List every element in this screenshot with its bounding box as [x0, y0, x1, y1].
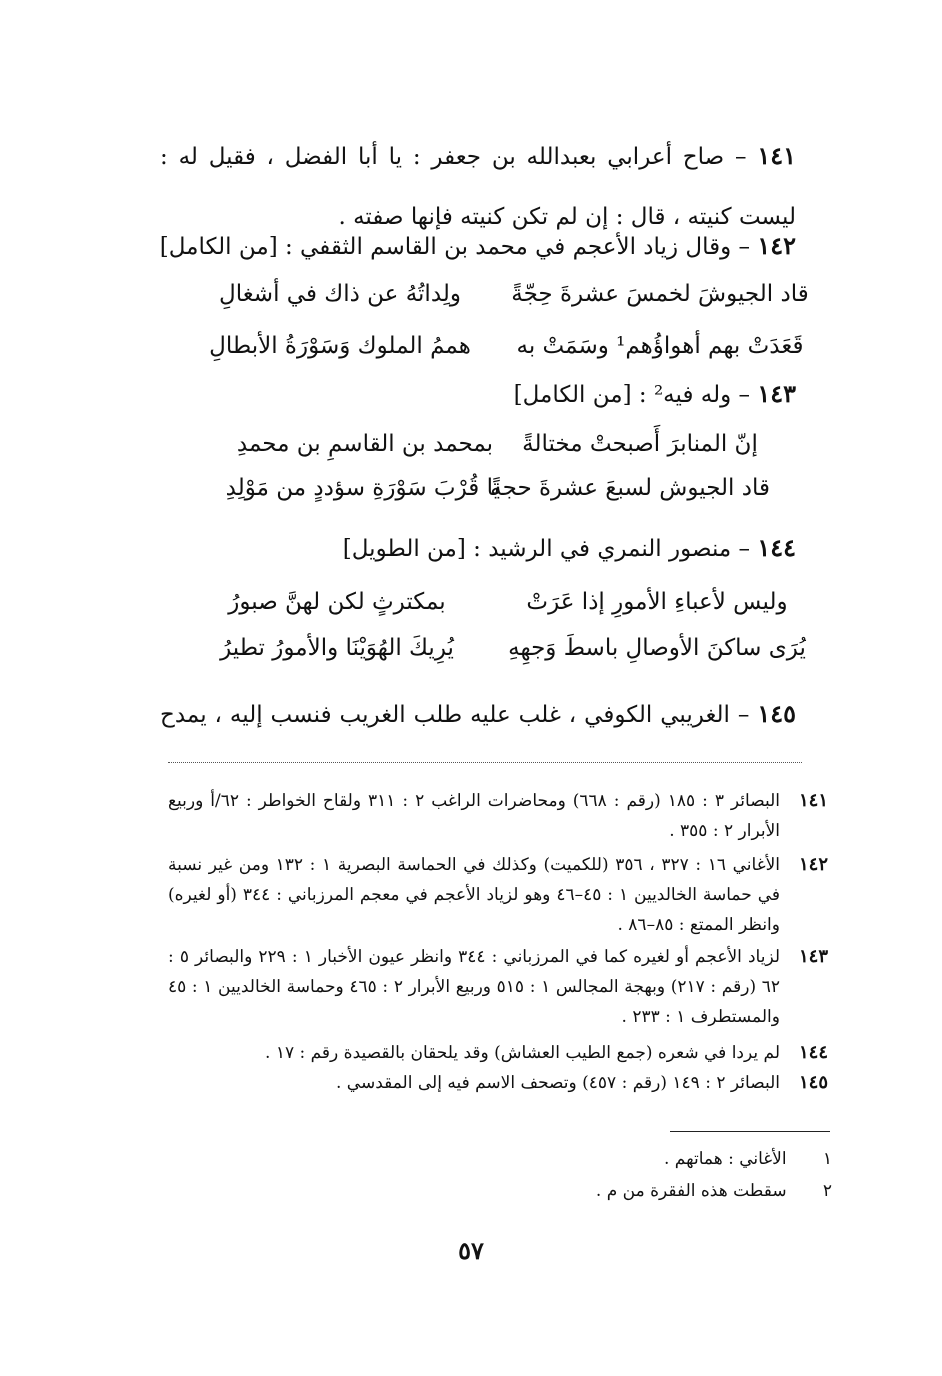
entry-text: – وقال زياد الأعجم في محمد بن القاسم الثقفي : [من الكامل] — [159, 234, 751, 260]
entry-number: ١٤٥ — [757, 699, 797, 728]
note-text: البصائر ٣ : ١٨٥ (رقم : ٦٦٨) ومحاضرات الراغب ٢ : ٣١١ ولقاح الخواطر : ٦٢/أ وربيع الأبرار ٢ : ٣٥٥ . — [168, 791, 780, 841]
entry-number: ١٤١ — [757, 141, 797, 170]
verse-second-hemistich: هممُ الملوك وَسَوْرَةُ الأبطالِ — [209, 333, 471, 359]
verse-143-2 — [225, 468, 770, 508]
entry-text: – منصور النمري في الرشيد : [من الطويل] — [342, 536, 751, 562]
verse-second-hemistich: بمكترثٍ لكن لهنَّ صبورُ — [228, 589, 446, 615]
verse-first-hemistich: وليس لأعباءِ الأمورِ إذا عَرَتْ — [526, 589, 788, 615]
entry-number: ١٤٣ — [757, 379, 796, 408]
entry-142-heading — [159, 226, 796, 267]
note-141 — [168, 786, 828, 846]
footnotes-separator — [670, 1131, 830, 1132]
note-number: ١٤٤ — [798, 1042, 828, 1063]
note-number: ١٤٣ — [798, 946, 828, 967]
entry-143-heading — [176, 374, 796, 415]
verse-second-hemistich: يا قُرْبَ سَوْرَةِ سؤددٍ من مَوْلِدِ — [225, 475, 500, 501]
verse-second-hemistich: يُرِيكَ الهُوَيْنَا والأمورُ تطيرُ — [220, 635, 454, 661]
footnote-number: ٢ — [822, 1181, 832, 1201]
footnote-number: ١ — [822, 1149, 832, 1169]
verse-144-2 — [192, 628, 822, 668]
footnote-2 — [596, 1176, 832, 1206]
footnote-text: سقطت هذه الفقرة من م . — [595, 1181, 787, 1201]
note-number: ١٤١ — [798, 790, 828, 811]
page-number: ٥٧ — [458, 1236, 484, 1265]
note-143 — [168, 942, 828, 1032]
note-number: ١٤٢ — [798, 854, 828, 875]
note-145 — [168, 1068, 828, 1098]
verse-144-1 — [192, 582, 822, 622]
verse-first-hemistich: إنّ المنابرَ أَصبحتْ مختالةً — [522, 431, 758, 457]
entry-number: ١٤٤ — [757, 533, 796, 562]
note-text: البصائر ٢ : ١٤٩ (رقم : ٤٥٧) وتصحف الاسم فيه إلى المقدسي . — [335, 1073, 780, 1093]
note-number: ١٤٥ — [798, 1072, 828, 1093]
verse-first-hemistich: يُرَى ساكنَ الأوصالِ باسطَ وَجهِهِ — [508, 635, 806, 661]
entry-text: – الغريبي الكوفي ، غلب عليه طلب الغريب فنسب إليه ، يمدح — [160, 702, 750, 728]
note-text: الأغاني ١٦ : ٣٢٧ ، ٣٥٦ (للكميت) وكذلك في الحماسة البصرية ١ : ١٣٢ ومن غير نسبة في حماسة الخالديين ١ : ٤٥–٤٦ وهو لزياد الأعجم في معجم المرزباني : ٣٤٤ (أو لغيره) وانظر الممتع : ٨٥–٨٦ . — [168, 855, 781, 935]
verse-first-hemistich: قاد الجيوشَ لخمسَ عشرةَ حِجّةً — [511, 281, 809, 307]
verse-143-1 — [230, 424, 770, 464]
verse-first-hemistich: قَعَدَتْ بهم أهواؤُهم¹ وسَمَتْ به — [516, 333, 804, 359]
entry-144-heading — [176, 528, 796, 569]
note-144 — [168, 1038, 828, 1068]
entry-number: ١٤٢ — [757, 231, 796, 260]
note-text: لزياد الأعجم أو لغيره كما في المرزباني : ٣٤٤ وانظر عيون الأخبار ١ : ٢٢٩ والبصائر ٥ : ٦٢ (رقم : ٢١٧) وبهجة المجالس ١ : ٥١٥ وربيع الأبرار ٢ : ٤٦٥ وحماسة الخالديين ١ : ٤٥ والمستطرف ١ : ٢٣٣ . — [168, 947, 780, 1027]
verse-142-2 — [200, 326, 820, 366]
verse-second-hemistich: بمحمد بن القاسمِ بن محمدِ — [236, 431, 494, 457]
verse-second-hemistich: ولِداتُهُ عن ذاك في أشغالِ — [218, 281, 462, 307]
note-text: لم يردا في شعره (جمع الطيب العشاش) وقد يلحقان بالقصيدة رقم : ١٧ . — [265, 1043, 780, 1063]
entry-text: – صاح أعرابي بعبدالله بن جعفر : يا أبا الفضل ، فقيل له : ليست كنيته ، قال : إن لم تكن كنيته فإنها صفته . — [160, 144, 796, 230]
note-142 — [168, 850, 828, 940]
notes-separator — [168, 762, 802, 763]
verse-first-hemistich: قاد الجيوش لسبعَ عشرةَ حجةً — [490, 475, 770, 501]
footnote-1 — [664, 1144, 832, 1174]
footnote-text: الأغاني : هماتهم . — [664, 1149, 787, 1169]
entry-145 — [160, 694, 796, 735]
verse-142-1 — [200, 274, 820, 314]
entry-text: – وله فيه² : [من الكامل] — [513, 382, 751, 408]
